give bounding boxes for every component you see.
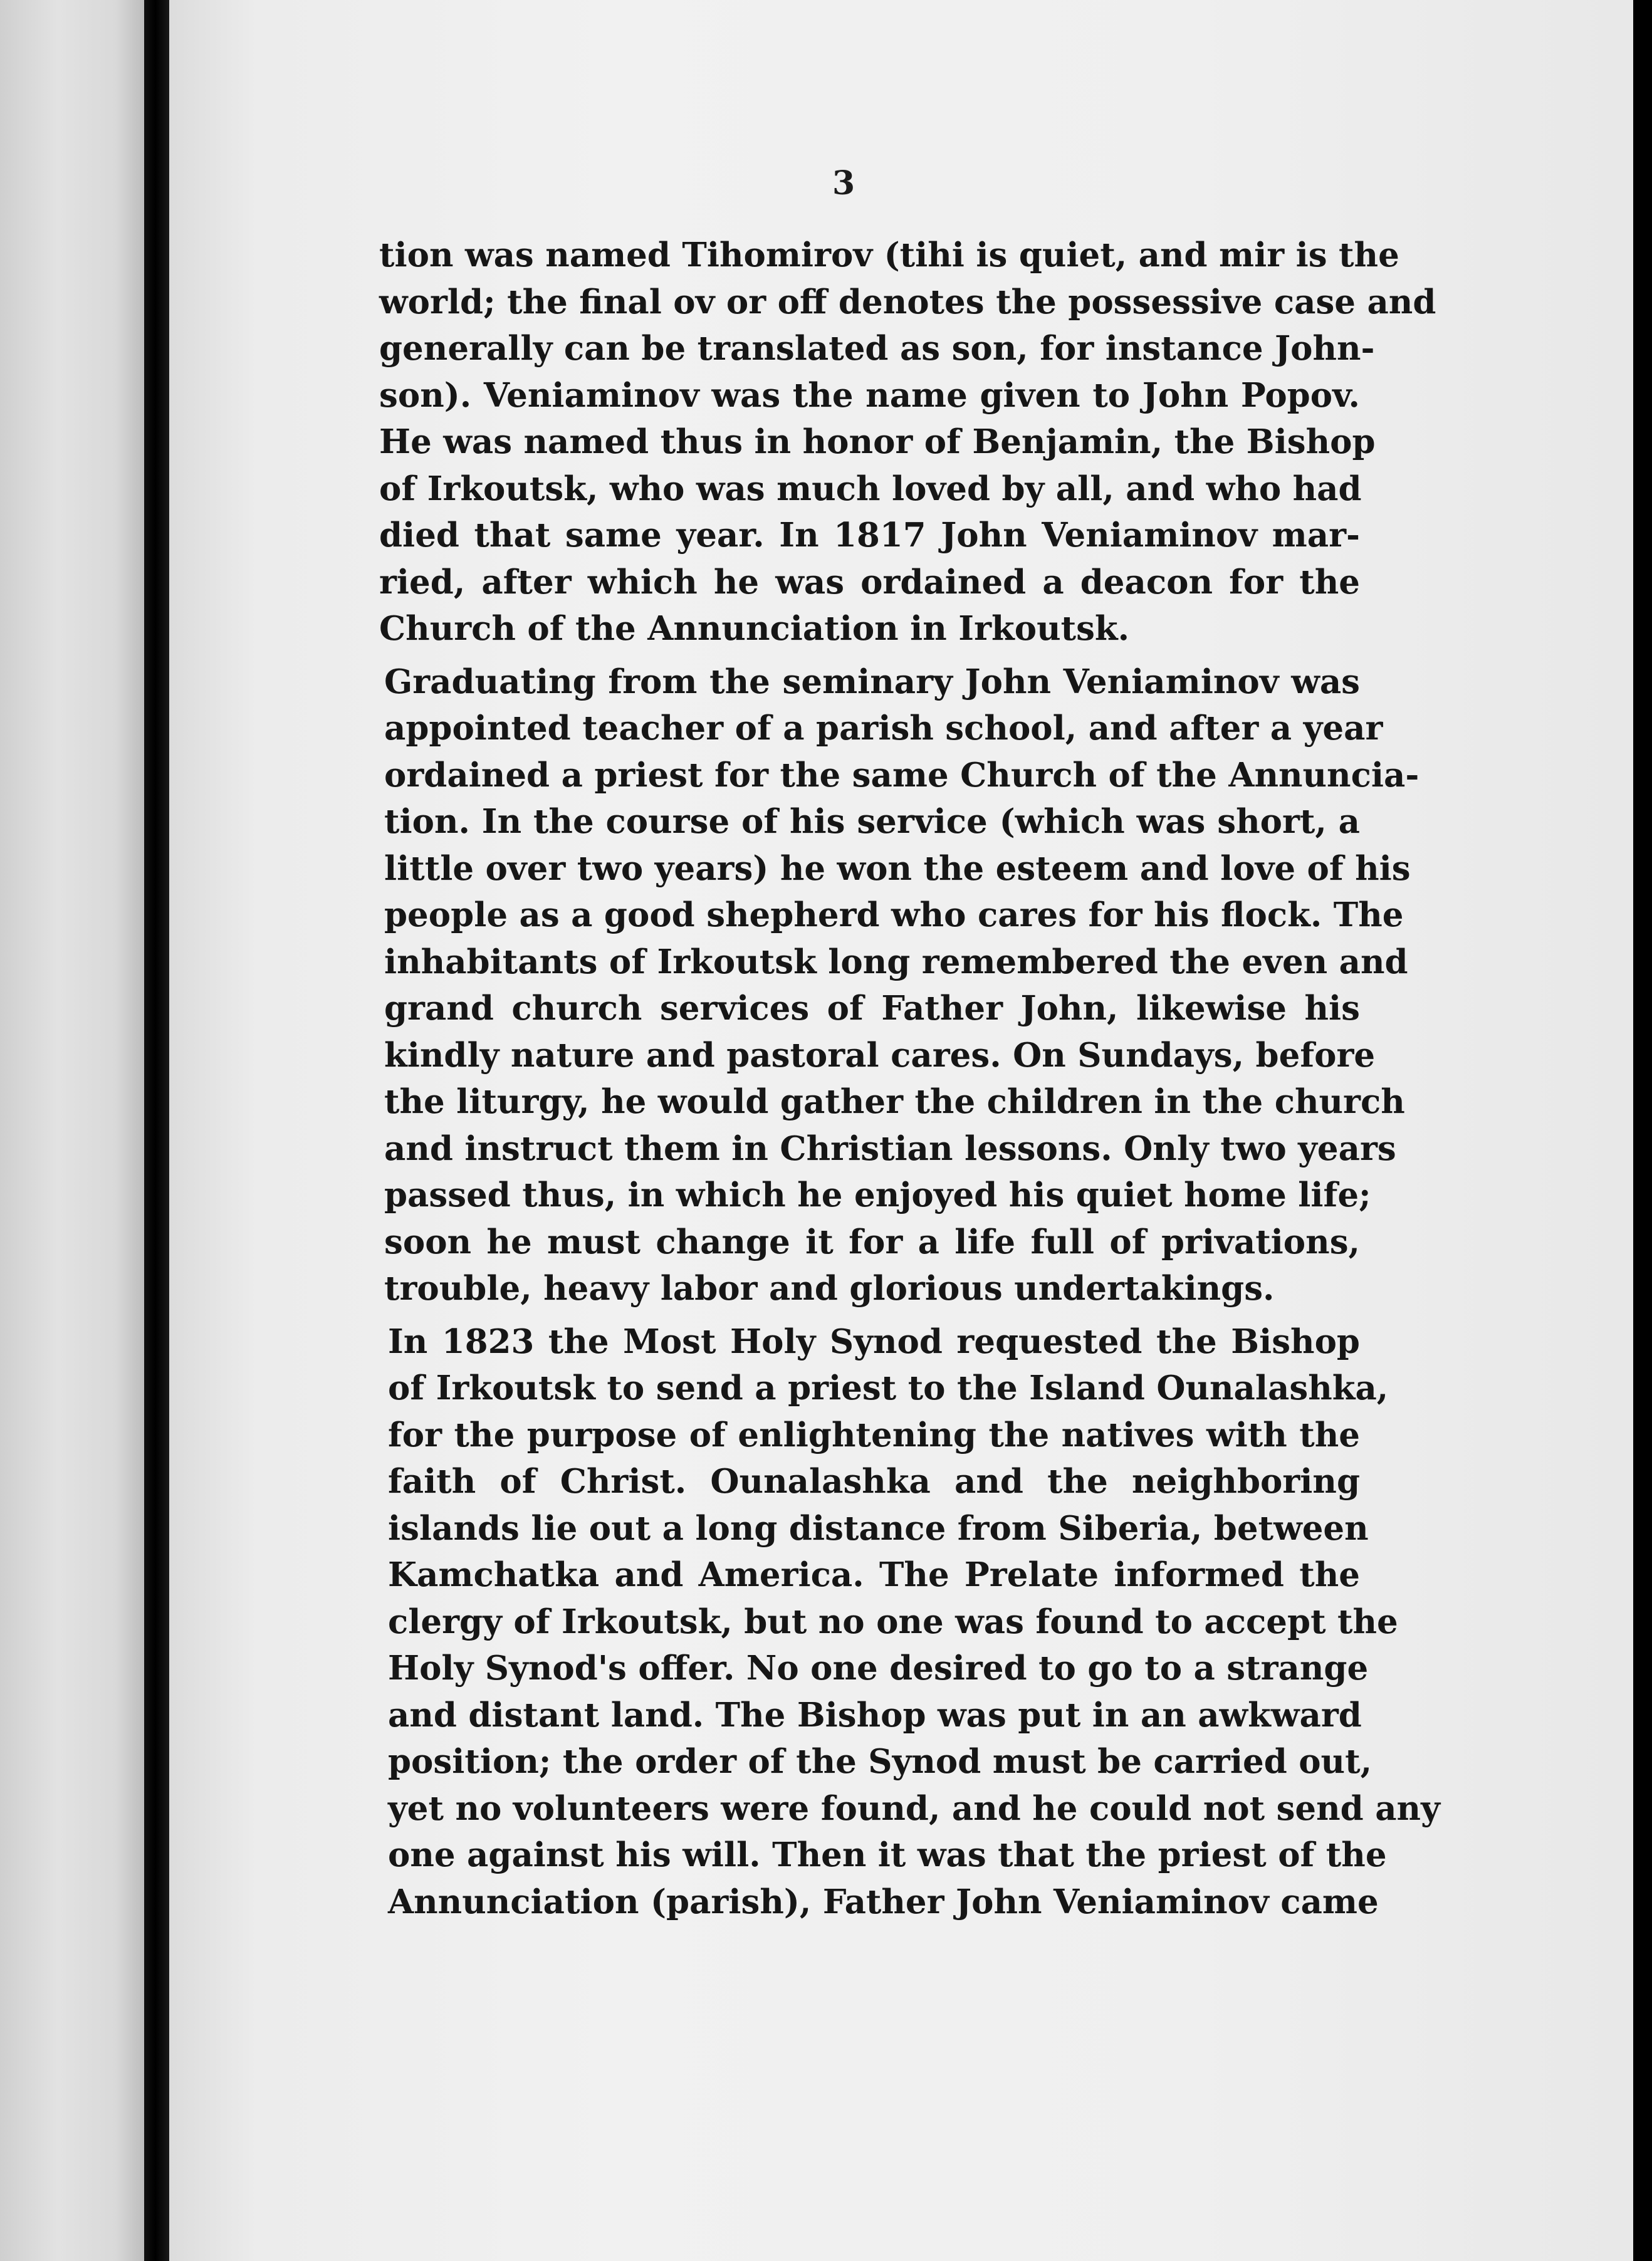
- text-line: Graduating from the seminary John Veniaminov was: [384, 662, 1360, 701]
- text-line: appointed teacher of a parish school, and after a year: [384, 709, 1383, 748]
- text-line: one against his will. Then it was that the priest of the: [388, 1835, 1387, 1874]
- text-line: kindly nature and pastoral cares. On Sundays, before: [384, 1035, 1376, 1075]
- text-line: grand church services of Father John, likewise his: [384, 989, 1360, 1028]
- text-line: inhabitants of Irkoutsk long remembered the even and: [384, 942, 1408, 981]
- text-line: In 1823 the Most Holy Synod requested the Bishop: [388, 1322, 1360, 1361]
- text-line: Church of the Annunciation in Irkoutsk.: [379, 609, 1130, 648]
- text-line: Holy Synod's offer. No one desired to go to a strange: [388, 1649, 1369, 1688]
- text-line: passed thus, in which he enjoyed his quiet home life;: [384, 1176, 1371, 1214]
- right-scan-border: [1633, 0, 1652, 2261]
- text-line: tion was named Tihomirov (tihi is quiet, and mir is the: [379, 236, 1399, 274]
- book-gutter: [144, 0, 169, 2261]
- text-line: son). Veniaminov was the name given to John Popov.: [379, 375, 1360, 415]
- text-line: world; the final ov or off denotes the possessive case and: [379, 282, 1436, 321]
- paragraph-2: [379, 659, 1419, 1312]
- paragraph-1: [379, 232, 1436, 652]
- text-line: the liturgy, he would gather the children in the church: [384, 1082, 1405, 1121]
- text-line: soon he must change it for a life full of privations,: [384, 1222, 1360, 1261]
- text-line: yet no volunteers were found, and he could not send any: [388, 1788, 1440, 1828]
- left-page-edge: [0, 0, 144, 2261]
- body-text: [379, 232, 1440, 1931]
- text-line: ordained a priest for the same Church of the Annuncia-: [384, 755, 1419, 795]
- text-line: of Irkoutsk, who was much loved by all, and who had: [379, 469, 1362, 508]
- text-line: died that same year. In 1817 John Veniaminov mar-: [379, 516, 1360, 555]
- text-line: little over two years) he won the esteem and love of his: [384, 849, 1411, 888]
- text-line: generally can be translated as son, for instance John-: [379, 329, 1375, 368]
- text-line: trouble, heavy labor and glorious undertakings.: [384, 1269, 1275, 1308]
- text-line: and instruct them in Christian lessons. Only two years: [384, 1129, 1396, 1168]
- text-line: people as a good shepherd who cares for his flock. The: [384, 896, 1404, 934]
- text-line: for the purpose of enlightening the natives with the: [388, 1415, 1360, 1454]
- text-line: islands lie out a long distance from Siberia, between: [388, 1508, 1369, 1548]
- text-line: Kamchatka and America. The Prelate informed the: [388, 1555, 1360, 1594]
- text-line: and distant land. The Bishop was put in an awkward: [388, 1695, 1362, 1735]
- text-line: clergy of Irkoutsk, but no one was found to accept the: [388, 1602, 1398, 1641]
- page-number: 3: [832, 164, 855, 202]
- text-line: Annunciation (parish), Father John Veniaminov came: [388, 1882, 1379, 1921]
- paragraph-3: [379, 1318, 1440, 1926]
- text-line: position; the order of the Synod must be carried out,: [388, 1742, 1372, 1781]
- text-line: ried, after which he was ordained a deacon for the: [379, 562, 1360, 602]
- text-line: faith of Christ. Ounalashka and the neighboring: [388, 1462, 1360, 1501]
- text-line: He was named thus in honor of Benjamin, the Bishop: [379, 422, 1376, 461]
- text-line: of Irkoutsk to send a priest to the Island Ounalashka,: [388, 1369, 1389, 1407]
- text-line: tion. In the course of his service (which was short, a: [384, 802, 1360, 841]
